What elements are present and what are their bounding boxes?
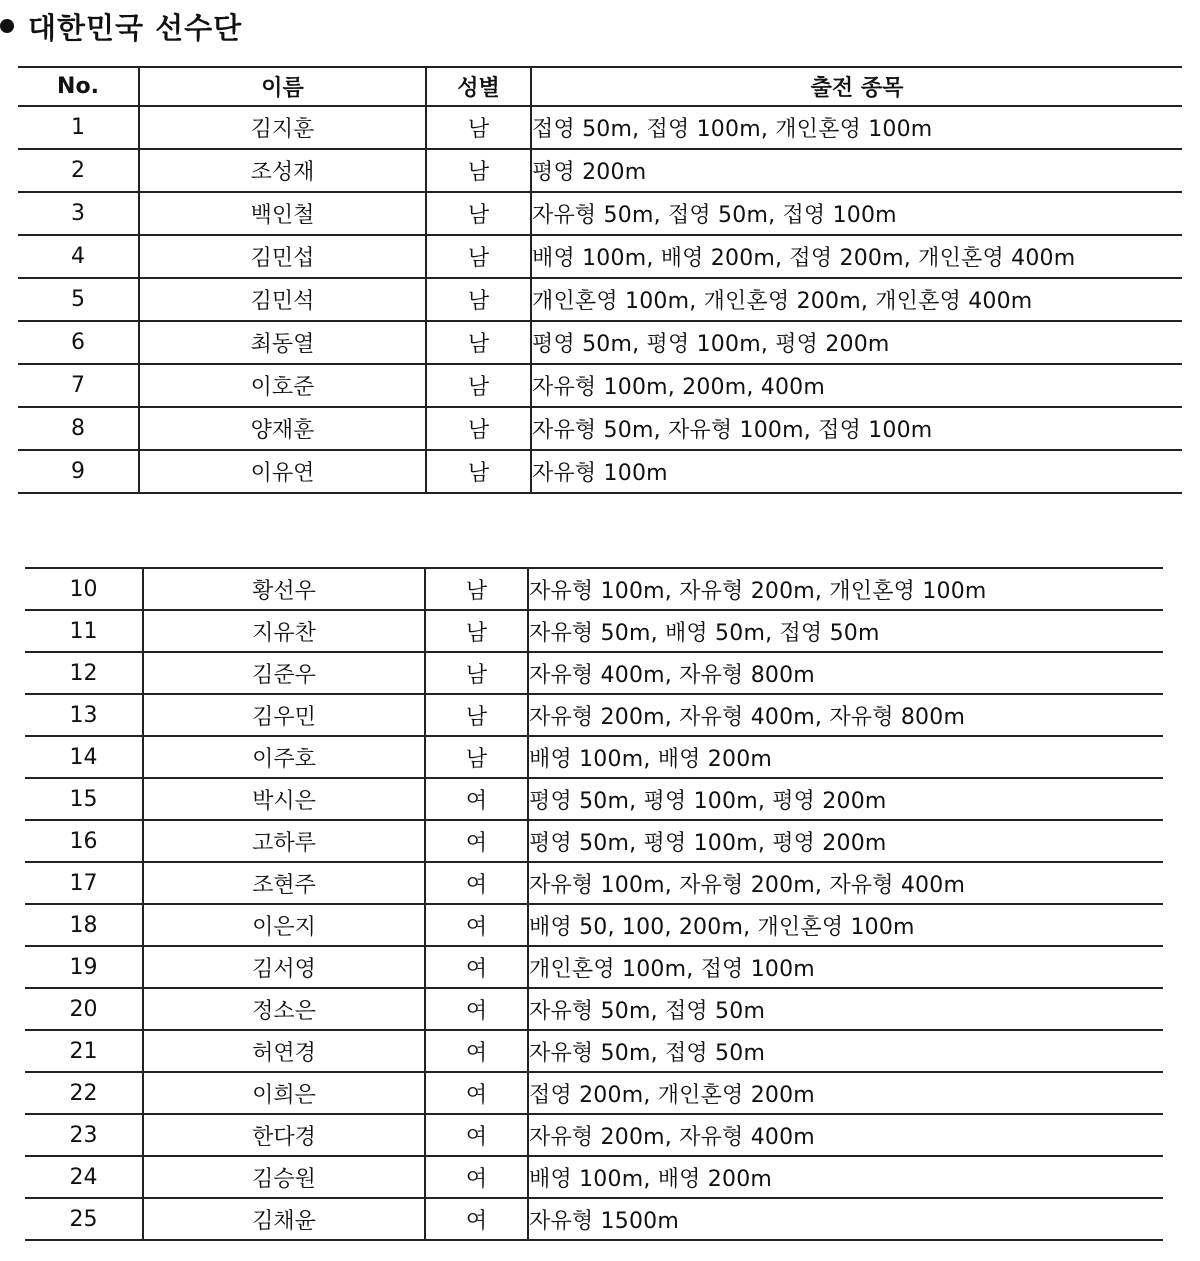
cell-gender: 남 (426, 106, 531, 149)
cell-events: 접영 50m, 접영 100m, 개인혼영 100m (531, 106, 1182, 149)
cell-gender: 여 (425, 1114, 528, 1156)
cell-name: 김채윤 (143, 1198, 425, 1240)
cell-gender: 남 (425, 568, 528, 610)
cell-events: 자유형 100m, 자유형 200m, 개인혼영 100m (528, 568, 1163, 610)
cell-name: 지유찬 (143, 610, 425, 652)
bullet-icon (0, 19, 14, 33)
cell-gender: 여 (425, 1072, 528, 1114)
cell-gender: 남 (426, 364, 531, 407)
cell-no: 1 (18, 106, 139, 149)
cell-no: 12 (25, 652, 143, 694)
cell-no: 8 (18, 407, 139, 450)
cell-events: 자유형 100m, 자유형 200m, 자유형 400m (528, 862, 1163, 904)
cell-events: 접영 200m, 개인혼영 200m (528, 1072, 1163, 1114)
cell-events: 평영 200m (531, 149, 1182, 192)
table-row (25, 1030, 1163, 1072)
table-row (18, 192, 1182, 235)
table-row (18, 321, 1182, 364)
cell-name: 이은지 (143, 904, 425, 946)
cell-no: 25 (25, 1198, 143, 1240)
table-row (25, 1072, 1163, 1114)
cell-events: 자유형 400m, 자유형 800m (528, 652, 1163, 694)
table-row (25, 652, 1163, 694)
table-row (25, 904, 1163, 946)
cell-name: 김민섭 (139, 235, 426, 278)
cell-events: 개인혼영 100m, 접영 100m (528, 946, 1163, 988)
table-row (25, 1198, 1163, 1240)
cell-gender: 남 (426, 278, 531, 321)
cell-events: 평영 50m, 평영 100m, 평영 200m (528, 820, 1163, 862)
cell-gender: 여 (425, 1030, 528, 1072)
cell-gender: 여 (425, 904, 528, 946)
cell-gender: 남 (426, 149, 531, 192)
cell-no: 6 (18, 321, 139, 364)
cell-events: 평영 50m, 평영 100m, 평영 200m (531, 321, 1182, 364)
cell-events: 개인혼영 100m, 개인혼영 200m, 개인혼영 400m (531, 278, 1182, 321)
cell-no: 16 (25, 820, 143, 862)
roster-table-part-2 (25, 567, 1163, 1241)
cell-gender: 남 (425, 610, 528, 652)
cell-name: 허연경 (143, 1030, 425, 1072)
cell-no: 9 (18, 450, 139, 493)
cell-events: 자유형 50m, 배영 50m, 접영 50m (528, 610, 1163, 652)
table-header-row (18, 67, 1182, 106)
cell-name: 이주호 (143, 736, 425, 778)
cell-events: 평영 50m, 평영 100m, 평영 200m (528, 778, 1163, 820)
cell-name: 이호준 (139, 364, 426, 407)
cell-name: 박시은 (143, 778, 425, 820)
cell-name: 정소은 (143, 988, 425, 1030)
header-gender: 성별 (426, 67, 531, 106)
cell-events: 자유형 50m, 접영 50m, 접영 100m (531, 192, 1182, 235)
cell-no: 5 (18, 278, 139, 321)
table-row (25, 1114, 1163, 1156)
cell-name: 백인철 (139, 192, 426, 235)
cell-no: 18 (25, 904, 143, 946)
cell-gender: 남 (425, 694, 528, 736)
cell-events: 자유형 50m, 접영 50m (528, 1030, 1163, 1072)
table-row (25, 988, 1163, 1030)
table-row (18, 407, 1182, 450)
cell-no: 14 (25, 736, 143, 778)
cell-events: 자유형 100m (531, 450, 1182, 493)
cell-no: 23 (25, 1114, 143, 1156)
cell-name: 조현주 (143, 862, 425, 904)
cell-no: 4 (18, 235, 139, 278)
cell-no: 3 (18, 192, 139, 235)
cell-gender: 여 (425, 946, 528, 988)
cell-no: 20 (25, 988, 143, 1030)
table-row (18, 106, 1182, 149)
cell-events: 자유형 50m, 접영 50m (528, 988, 1163, 1030)
cell-no: 24 (25, 1156, 143, 1198)
table-row (18, 450, 1182, 493)
cell-name: 한다경 (143, 1114, 425, 1156)
cell-gender: 남 (426, 192, 531, 235)
cell-name: 김승원 (143, 1156, 425, 1198)
cell-events: 배영 100m, 배영 200m (528, 736, 1163, 778)
table-row (25, 1156, 1163, 1198)
table-row (25, 946, 1163, 988)
table-row (25, 694, 1163, 736)
table-row (18, 364, 1182, 407)
header-events: 출전 종목 (531, 67, 1182, 106)
cell-name: 황선우 (143, 568, 425, 610)
cell-no: 19 (25, 946, 143, 988)
header-name: 이름 (139, 67, 426, 106)
cell-gender: 여 (425, 820, 528, 862)
cell-events: 자유형 1500m (528, 1198, 1163, 1240)
cell-gender: 여 (425, 988, 528, 1030)
cell-gender: 여 (425, 862, 528, 904)
cell-no: 15 (25, 778, 143, 820)
table-row (25, 568, 1163, 610)
cell-name: 이유연 (139, 450, 426, 493)
cell-gender: 남 (426, 407, 531, 450)
cell-name: 김지훈 (139, 106, 426, 149)
cell-events: 배영 100m, 배영 200m, 접영 200m, 개인혼영 400m (531, 235, 1182, 278)
cell-no: 22 (25, 1072, 143, 1114)
cell-events: 배영 50, 100, 200m, 개인혼영 100m (528, 904, 1163, 946)
cell-gender: 여 (425, 778, 528, 820)
cell-events: 자유형 200m, 자유형 400m, 자유형 800m (528, 694, 1163, 736)
cell-no: 10 (25, 568, 143, 610)
table-row (25, 610, 1163, 652)
cell-name: 이희은 (143, 1072, 425, 1114)
cell-gender: 남 (425, 652, 528, 694)
cell-no: 17 (25, 862, 143, 904)
cell-name: 김민석 (139, 278, 426, 321)
header-no: No. (18, 67, 139, 106)
cell-events: 자유형 200m, 자유형 400m (528, 1114, 1163, 1156)
table-row (25, 736, 1163, 778)
cell-name: 고하루 (143, 820, 425, 862)
page-title-text: 대한민국 선수단 (28, 10, 243, 45)
table-row (18, 278, 1182, 321)
table-row (25, 862, 1163, 904)
cell-name: 김서영 (143, 946, 425, 988)
cell-no: 11 (25, 610, 143, 652)
cell-gender: 남 (425, 736, 528, 778)
cell-name: 김준우 (143, 652, 425, 694)
table-row (25, 820, 1163, 862)
cell-events: 자유형 100m, 200m, 400m (531, 364, 1182, 407)
cell-name: 김우민 (143, 694, 425, 736)
cell-gender: 남 (426, 450, 531, 493)
cell-name: 조성재 (139, 149, 426, 192)
cell-gender: 여 (425, 1156, 528, 1198)
cell-events: 자유형 50m, 자유형 100m, 접영 100m (531, 407, 1182, 450)
table-row (18, 149, 1182, 192)
cell-gender: 남 (426, 235, 531, 278)
cell-gender: 남 (426, 321, 531, 364)
cell-gender: 여 (425, 1198, 528, 1240)
roster-table-part-1 (18, 66, 1182, 494)
cell-no: 7 (18, 364, 139, 407)
cell-name: 양재훈 (139, 407, 426, 450)
page-title (0, 4, 242, 48)
cell-no: 13 (25, 694, 143, 736)
table-row (18, 235, 1182, 278)
cell-name: 최동열 (139, 321, 426, 364)
table-row (25, 778, 1163, 820)
cell-no: 21 (25, 1030, 143, 1072)
cell-no: 2 (18, 149, 139, 192)
cell-events: 배영 100m, 배영 200m (528, 1156, 1163, 1198)
